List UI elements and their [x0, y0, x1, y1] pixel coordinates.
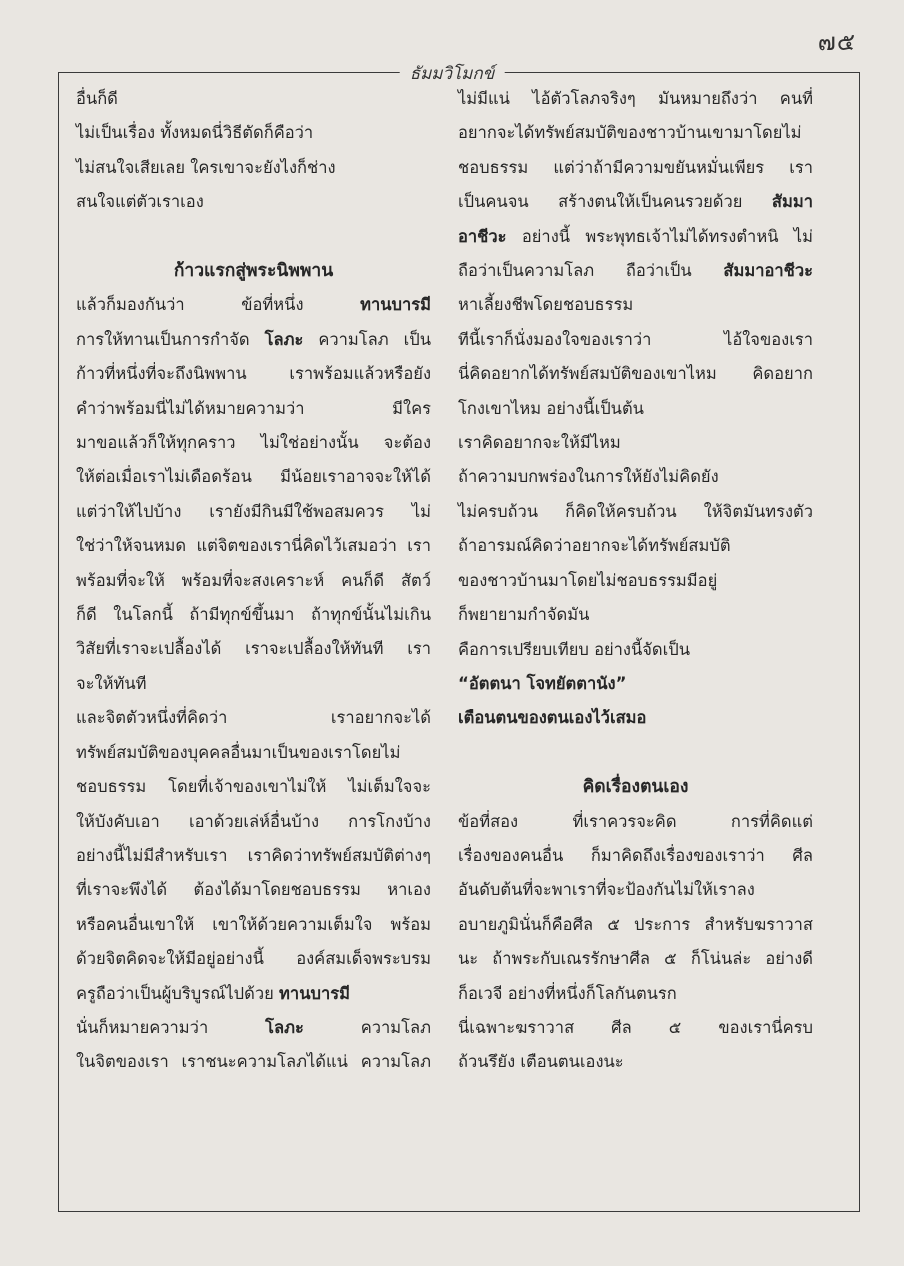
page-number: ๗๕ [817, 28, 856, 56]
text-line: ไม่ครบถ้วน ก็คิดให้ครบถ้วน ให้จิตมันทรงตัว [458, 501, 813, 521]
text-line: ด้วยจิตคิดจะให้มีอยู่อย่างนี้ องค์สมเด็จพระบรม [76, 949, 431, 969]
text-line: แล้วก็มองกันว่า ข้อที่หนึ่ง ทานบารมี [76, 295, 431, 315]
text-line: ไม่เป็นเรื่อง ทั้งหมดนี่วิธีตัดก็คือว่า [76, 123, 314, 143]
text-line: ถือว่าเป็นความโลภ ถือว่าเป็น สัมมาอาชีวะ [458, 261, 813, 281]
text-line: ในจิตของเรา เราชนะความโลภได้แน่ ความโลภ [76, 1052, 431, 1072]
text-line: เป็นคนจน สร้างตนให้เป็นคนรวยด้วย สัมมา [458, 192, 813, 212]
text-line: อื่นก็ดี [76, 89, 118, 108]
text-line: หรือคนอื่นเขาให้ เขาให้ด้วยความเต็มใจ พร้อม [76, 914, 431, 934]
text-line: แต่ว่าให้ไปบ้าง เรายังมีกินมีใช้พอสมควร ไม่ [76, 501, 431, 521]
text-line: เรื่องของคนอื่น ก็มาคิดถึงเรื่องของเราว่า ศีล [458, 845, 813, 865]
text-line: ใช่ว่าให้จนหมด แต่จิตของเรานี่คิดไว้เสมอว่า เรา [76, 536, 431, 556]
text-line: คำว่าพร้อมนี่ไม่ได้หมายความว่า มีใคร [76, 398, 431, 418]
text-line: ทีนี้เราก็นั่งมองใจของเราว่า ไอ้ใจของเรา [458, 329, 813, 349]
text-line: และจิตตัวหนึ่งที่คิดว่า เราอยากจะได้ [76, 708, 431, 728]
text-line: อันดับต้นที่จะพาเราที่จะป้องกันไม่ให้เราลง [458, 880, 755, 900]
text-line: ให้ต่อเมื่อเราไม่เดือดร้อน มีน้อยเราอาจจะให้ได้ [76, 467, 431, 487]
text-line: ชอบธรรม แต่ว่าถ้ามีความขยันหมั่นเพียร เรา [458, 157, 813, 177]
text-line: อย่างนี้ไม่มีสำหรับเรา เราคิดว่าทรัพย์สมบัติต่างๆ [76, 845, 431, 865]
text-line: คือการเปรียบเทียบ อย่างนี้จัดเป็น [458, 639, 691, 659]
text-line: ครูถือว่าเป็นผู้บริบูรณ์ไปด้วย ทานบารมี [76, 983, 350, 1003]
section-heading: ก้าวแรกสู่พระนิพพาน [173, 261, 334, 282]
text-line: นะ ถ้าพระกับเณรรักษาศีล ๕ ก็โน่นล่ะ อย่างดี [458, 949, 813, 969]
text-line: ถ้าความบกพร่องในการให้ยังไม่คิดยัง [458, 467, 719, 487]
text-line: ทรัพย์สมบัติของบุคคลอื่นมาเป็นของเราโดยไม่ [76, 742, 401, 762]
text-line: ของชาวบ้านมาโดยไม่ชอบธรรมมีอยู่ [458, 570, 718, 590]
text-line: ถ้วนรึยัง เตือนตนเองนะ [458, 1052, 624, 1072]
text-line: จะให้ทันที [76, 673, 147, 693]
text-line: ให้บังคับเอา เอาด้วยเล่ห์อื่นบ้าง การโกงบ้าง [76, 811, 431, 831]
pali-quote: “อัตตนา โจทยัตตานัง” [458, 673, 627, 693]
text-line: สนใจแต่ตัวเราเอง [76, 192, 204, 212]
text-line: อาชีวะ อย่างนี้ พระพุทธเจ้าไม่ได้ทรงตำหนิ ไม่ [458, 226, 813, 246]
left-column [76, 82, 431, 1080]
text-line: ไม่มีแน่ ไอ้ตัวโลภจริงๆ มันหมายถึงว่า คนที่ [458, 89, 813, 108]
text-line: ก็ดี ในโลกนี้ ถ้ามีทุกข์ขึ้นมา ถ้าทุกข์นั้นไม่เกิน [76, 605, 431, 625]
text-line: มาขอแล้วก็ให้ทุกคราว ไม่ใช่อย่างนั้น จะต้อง [76, 433, 431, 453]
text-line: เราคิดอยากจะให้มีไหม [458, 433, 621, 453]
text-line: โกงเขาไหม อย่างนี้เป็นต้น [458, 398, 644, 418]
right-column [458, 82, 813, 1080]
text-line: นี่เฉพาะฆราวาส ศีล ๕ ของเรานี่ครบ [458, 1017, 813, 1037]
text-line: ก็พยายามกำจัดมัน [458, 605, 590, 625]
text-line: ก้าวที่หนึ่งที่จะถึงนิพพาน เราพร้อมแล้วหรือยัง [76, 364, 431, 384]
running-title: ธัมมวิโมกข์ [400, 60, 505, 87]
text-line: อยากจะได้ทรัพย์สมบัติของชาวบ้านเขามาโดยไม่ [458, 123, 802, 143]
text-line: วิสัยที่เราจะเปลื้องได้ เราจะเปลื้องให้ทันที เรา [76, 639, 431, 659]
text-line: นี่คิดอยากได้ทรัพย์สมบัติของเขาไหม คิดอยาก [458, 364, 813, 384]
text-line: ชอบธรรม โดยที่เจ้าของเขาไม่ให้ ไม่เต็มใจจะ [76, 777, 431, 797]
text-line: ข้อที่สอง ที่เราควรจะคิด การที่คิดแต่ [458, 811, 813, 831]
text-line: อบายภูมินั่นก็คือศีล ๕ ประการ สำหรับฆราวาส [458, 914, 813, 934]
text-line: ถ้าอารมณ์คิดว่าอยากจะได้ทรัพย์สมบัติ [458, 536, 731, 556]
text-line: พร้อมที่จะให้ พร้อมที่จะสงเคราะห์ คนก็ดี สัตว์ [76, 570, 431, 590]
text-line: การให้ทานเป็นการกำจัด โลภะ ความโลภ เป็น [76, 329, 431, 349]
text-line: หาเลี้ยงชีพโดยชอบธรรม [458, 295, 634, 315]
text-line: นั่นก็หมายความว่า โลภะ ความโลภ [76, 1017, 431, 1037]
section-heading: คิดเรื่องตนเอง [582, 777, 689, 798]
text-line: ที่เราจะพึงได้ ต้องได้มาโดยชอบธรรม หาเอง [76, 880, 431, 900]
text-line: ก็อเวจี อย่างที่หนึ่งก็โลกันตนรก [458, 983, 677, 1003]
quote-meaning: เตือนตนของตนเองไว้เสมอ [458, 708, 647, 728]
text-line: ไม่สนใจเสียเลย ใครเขาจะยังไงก็ช่าง [76, 157, 336, 177]
